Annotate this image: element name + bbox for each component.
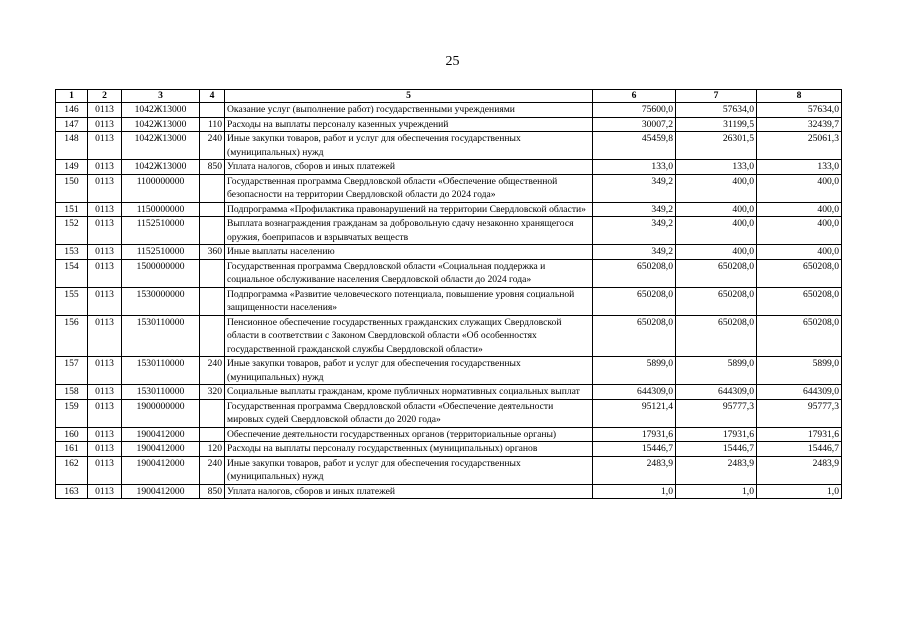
amount-col-6: 1,0 xyxy=(593,484,676,499)
expense-type-code: 120 xyxy=(200,442,225,457)
row-number: 155 xyxy=(56,287,88,315)
target-article-code: 1530110000 xyxy=(122,315,200,357)
amount-col-7: 95777,3 xyxy=(676,399,757,427)
item-name: Пенсионное обеспечение государственных гражданских служащих Свердловской области в соответствии с Законом Свердловской области «Об особенностях государственной гражданской службы Свердловской области» xyxy=(225,315,593,357)
item-name: Социальные выплаты гражданам, кроме публичных нормативных социальных выплат xyxy=(225,385,593,400)
table-row xyxy=(56,174,842,202)
amount-col-8: 650208,0 xyxy=(757,315,842,357)
target-article-code: 1152510000 xyxy=(122,217,200,245)
expense-type-code: 240 xyxy=(200,357,225,385)
table-row xyxy=(56,357,842,385)
section-code: 0113 xyxy=(88,357,122,385)
item-name: Иные закупки товаров, работ и услуг для обеспечения государственных (муниципальных) нужд xyxy=(225,456,593,484)
amount-col-6: 30007,2 xyxy=(593,117,676,132)
row-number: 150 xyxy=(56,174,88,202)
amount-col-6: 15446,7 xyxy=(593,442,676,457)
expense-type-code: 850 xyxy=(200,484,225,499)
amount-col-8: 17931,6 xyxy=(757,427,842,442)
row-number: 153 xyxy=(56,245,88,260)
row-number: 162 xyxy=(56,456,88,484)
amount-col-7: 400,0 xyxy=(676,217,757,245)
table-row xyxy=(56,117,842,132)
expense-type-code xyxy=(200,217,225,245)
target-article-code: 1900412000 xyxy=(122,456,200,484)
header-col-2: 2 xyxy=(88,90,122,103)
target-article-code: 1042Ж13000 xyxy=(122,117,200,132)
section-code: 0113 xyxy=(88,245,122,260)
amount-col-6: 75600,0 xyxy=(593,103,676,118)
expense-type-code: 850 xyxy=(200,160,225,175)
row-number: 151 xyxy=(56,202,88,217)
budget-table xyxy=(55,89,842,499)
amount-col-8: 95777,3 xyxy=(757,399,842,427)
section-code: 0113 xyxy=(88,259,122,287)
amount-col-6: 650208,0 xyxy=(593,259,676,287)
amount-col-6: 349,2 xyxy=(593,217,676,245)
table-body xyxy=(56,103,842,499)
table-row xyxy=(56,399,842,427)
table-row xyxy=(56,132,842,160)
header-col-4: 4 xyxy=(200,90,225,103)
item-name: Уплата налогов, сборов и иных платежей xyxy=(225,160,593,175)
table-row xyxy=(56,259,842,287)
item-name: Расходы на выплаты персоналу государственных (муниципальных) органов xyxy=(225,442,593,457)
table-row xyxy=(56,484,842,499)
expense-type-code xyxy=(200,287,225,315)
amount-col-6: 349,2 xyxy=(593,174,676,202)
row-number: 157 xyxy=(56,357,88,385)
amount-col-6: 17931,6 xyxy=(593,427,676,442)
amount-col-7: 1,0 xyxy=(676,484,757,499)
target-article-code: 1530000000 xyxy=(122,287,200,315)
expense-type-code xyxy=(200,315,225,357)
table-header-row xyxy=(56,90,842,103)
row-number: 146 xyxy=(56,103,88,118)
amount-col-6: 650208,0 xyxy=(593,315,676,357)
header-col-6: 6 xyxy=(593,90,676,103)
amount-col-7: 2483,9 xyxy=(676,456,757,484)
amount-col-8: 32439,7 xyxy=(757,117,842,132)
amount-col-6: 349,2 xyxy=(593,202,676,217)
amount-col-8: 400,0 xyxy=(757,245,842,260)
amount-col-7: 26301,5 xyxy=(676,132,757,160)
expense-type-code xyxy=(200,399,225,427)
row-number: 163 xyxy=(56,484,88,499)
section-code: 0113 xyxy=(88,117,122,132)
expense-type-code: 240 xyxy=(200,132,225,160)
item-name: Оказание услуг (выполнение работ) государственными учреждениями xyxy=(225,103,593,118)
amount-col-7: 400,0 xyxy=(676,202,757,217)
item-name: Иные закупки товаров, работ и услуг для обеспечения государственных (муниципальных) нужд xyxy=(225,132,593,160)
target-article-code: 1900000000 xyxy=(122,399,200,427)
amount-col-6: 650208,0 xyxy=(593,287,676,315)
row-number: 156 xyxy=(56,315,88,357)
item-name: Иные выплаты населению xyxy=(225,245,593,260)
amount-col-7: 133,0 xyxy=(676,160,757,175)
target-article-code: 1900412000 xyxy=(122,484,200,499)
section-code: 0113 xyxy=(88,287,122,315)
amount-col-6: 45459,8 xyxy=(593,132,676,160)
target-article-code: 1152510000 xyxy=(122,245,200,260)
table-row xyxy=(56,385,842,400)
section-code: 0113 xyxy=(88,160,122,175)
amount-col-8: 650208,0 xyxy=(757,259,842,287)
row-number: 149 xyxy=(56,160,88,175)
expense-type-code: 360 xyxy=(200,245,225,260)
amount-col-7: 400,0 xyxy=(676,174,757,202)
item-name: Подпрограмма «Развитие человеческого потенциала, повышение уровня социальной защищенности населения» xyxy=(225,287,593,315)
amount-col-7: 650208,0 xyxy=(676,259,757,287)
section-code: 0113 xyxy=(88,315,122,357)
item-name: Уплата налогов, сборов и иных платежей xyxy=(225,484,593,499)
header-col-5: 5 xyxy=(225,90,593,103)
target-article-code: 1150000000 xyxy=(122,202,200,217)
expense-type-code xyxy=(200,427,225,442)
target-article-code: 1042Ж13000 xyxy=(122,103,200,118)
amount-col-8: 400,0 xyxy=(757,217,842,245)
expense-type-code xyxy=(200,259,225,287)
section-code: 0113 xyxy=(88,442,122,457)
amount-col-7: 650208,0 xyxy=(676,287,757,315)
section-code: 0113 xyxy=(88,484,122,499)
amount-col-6: 95121,4 xyxy=(593,399,676,427)
item-name: Подпрограмма «Профилактика правонарушений на территории Свердловской области» xyxy=(225,202,593,217)
item-name: Государственная программа Свердловской области «Социальная поддержка и социальное обслуживание населения Свердловской области до 2024 года» xyxy=(225,259,593,287)
header-col-8: 8 xyxy=(757,90,842,103)
item-name: Государственная программа Свердловской области «Обеспечение деятельности мировых судей Свердловской области до 2020 года» xyxy=(225,399,593,427)
item-name: Выплата вознаграждения гражданам за добровольную сдачу незаконно хранящегося оружия, боеприпасов и взрывчатых веществ xyxy=(225,217,593,245)
section-code: 0113 xyxy=(88,217,122,245)
amount-col-6: 133,0 xyxy=(593,160,676,175)
section-code: 0113 xyxy=(88,385,122,400)
target-article-code: 1530110000 xyxy=(122,385,200,400)
target-article-code: 1900412000 xyxy=(122,442,200,457)
target-article-code: 1042Ж13000 xyxy=(122,132,200,160)
expense-type-code xyxy=(200,202,225,217)
table-row xyxy=(56,103,842,118)
item-name: Иные закупки товаров, работ и услуг для обеспечения государственных (муниципальных) нужд xyxy=(225,357,593,385)
amount-col-8: 15446,7 xyxy=(757,442,842,457)
section-code: 0113 xyxy=(88,103,122,118)
amount-col-8: 1,0 xyxy=(757,484,842,499)
amount-col-7: 5899,0 xyxy=(676,357,757,385)
target-article-code: 1900412000 xyxy=(122,427,200,442)
row-number: 154 xyxy=(56,259,88,287)
row-number: 148 xyxy=(56,132,88,160)
target-article-code: 1042Ж13000 xyxy=(122,160,200,175)
amount-col-6: 5899,0 xyxy=(593,357,676,385)
header-col-3: 3 xyxy=(122,90,200,103)
header-col-1: 1 xyxy=(56,90,88,103)
row-number: 160 xyxy=(56,427,88,442)
section-code: 0113 xyxy=(88,132,122,160)
row-number: 147 xyxy=(56,117,88,132)
amount-col-8: 57634,0 xyxy=(757,103,842,118)
table-row xyxy=(56,160,842,175)
expense-type-code xyxy=(200,103,225,118)
amount-col-6: 349,2 xyxy=(593,245,676,260)
table-row xyxy=(56,245,842,260)
amount-col-8: 650208,0 xyxy=(757,287,842,315)
section-code: 0113 xyxy=(88,174,122,202)
expense-type-code: 320 xyxy=(200,385,225,400)
table-row xyxy=(56,442,842,457)
item-name: Государственная программа Свердловской области «Обеспечение общественной безопасности на территории Свердловской области до 2024 года» xyxy=(225,174,593,202)
item-name: Обеспечение деятельности государственных органов (территориальные органы) xyxy=(225,427,593,442)
amount-col-8: 400,0 xyxy=(757,202,842,217)
amount-col-8: 2483,9 xyxy=(757,456,842,484)
amount-col-7: 644309,0 xyxy=(676,385,757,400)
amount-col-8: 5899,0 xyxy=(757,357,842,385)
target-article-code: 1530110000 xyxy=(122,357,200,385)
amount-col-7: 57634,0 xyxy=(676,103,757,118)
amount-col-7: 31199,5 xyxy=(676,117,757,132)
row-number: 161 xyxy=(56,442,88,457)
table-row xyxy=(56,427,842,442)
section-code: 0113 xyxy=(88,202,122,217)
amount-col-6: 2483,9 xyxy=(593,456,676,484)
target-article-code: 1500000000 xyxy=(122,259,200,287)
row-number: 152 xyxy=(56,217,88,245)
table-row xyxy=(56,217,842,245)
table-row xyxy=(56,287,842,315)
amount-col-7: 15446,7 xyxy=(676,442,757,457)
row-number: 159 xyxy=(56,399,88,427)
amount-col-8: 25061,3 xyxy=(757,132,842,160)
item-name: Расходы на выплаты персоналу казенных учреждений xyxy=(225,117,593,132)
amount-col-8: 400,0 xyxy=(757,174,842,202)
expense-type-code: 240 xyxy=(200,456,225,484)
table-row xyxy=(56,456,842,484)
target-article-code: 1100000000 xyxy=(122,174,200,202)
amount-col-7: 400,0 xyxy=(676,245,757,260)
page-number: 25 xyxy=(445,54,460,69)
amount-col-6: 644309,0 xyxy=(593,385,676,400)
expense-type-code: 110 xyxy=(200,117,225,132)
amount-col-8: 133,0 xyxy=(757,160,842,175)
amount-col-7: 17931,6 xyxy=(676,427,757,442)
amount-col-7: 650208,0 xyxy=(676,315,757,357)
section-code: 0113 xyxy=(88,427,122,442)
expense-type-code xyxy=(200,174,225,202)
table-row xyxy=(56,202,842,217)
section-code: 0113 xyxy=(88,456,122,484)
amount-col-8: 644309,0 xyxy=(757,385,842,400)
row-number: 158 xyxy=(56,385,88,400)
section-code: 0113 xyxy=(88,399,122,427)
table-row xyxy=(56,315,842,357)
header-col-7: 7 xyxy=(676,90,757,103)
